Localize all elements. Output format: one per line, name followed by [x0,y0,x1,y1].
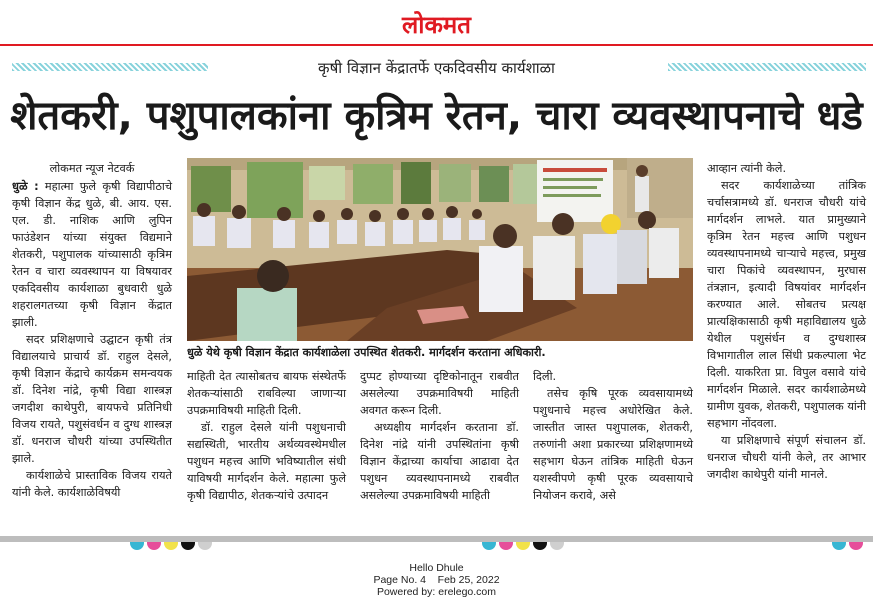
article-column-2 [187,368,346,504]
paragraph: आव्हान त्यांनी केले. [707,162,787,175]
footer-powered-by[interactable]: Powered by: erelego.com [376,586,497,598]
dateline: धुळे : [12,180,39,193]
paragraph: सदर प्रशिक्षणाचे उद्घाटन कृषी तंत्र विद्यालयाचे प्राचार्य डॉ. राहुल देसले, कृषी विज्ञान केंद्राचे कार्यक्रम समन्वयक डॉ. दिनेश नांद्रे, कृषी विद्या शास्त्रज्ञ जगदीश काथेपुरी, बायफचे प्रतिनिधी विजय रायते, पशुसंवर्धन व दुग्ध शास्त्रज्ञ डॉ. धनराज चौधरी यांच्या उपस्थितीत झाले. [12,333,172,465]
article-column-1 [12,160,172,501]
kicker-stripe-right [668,63,866,71]
footer-edition: Hello Dhule [409,562,464,574]
masthead [0,0,873,46]
article-column-4 [533,368,693,504]
color-registration-dots-left [130,542,212,550]
color-registration-dots-center [482,542,564,550]
paragraph: डॉ. राहुल देसले यांनी पशुधनाची सद्यस्थिती, भारतीय अर्थव्यवस्थेमधील पशुधन महत्त्व आणि भविष्यातील संधी याविषयी मार्गदर्शन केले. महात्मा फुले कृषी विद्यापीठ, शेतकऱ्यांचे उत्पादन [187,421,346,502]
article-photo [187,158,693,341]
paragraph: माहिती देत त्यासोबतच बायफ संस्थेतर्फे शेतकऱ्यांसाठी राबविल्या जाणाऱ्या उपक्रमाविषयी माहिती दिली. [187,370,346,417]
paragraph: तसेच कृषि पूरक व्यवसायामध्ये पशुधनाचे महत्त्व अधोरेखित केले. जास्तीत जास्त पशुपालक, शेतकरी, तरुणांनी अशा प्रकारच्या प्रशिक्षणामध्ये सहभाग घेऊन तांत्रिक माहिती घेऊन यशस्वीपणे कृषी पूरक व्यवसायाचे नियोजन करावे, असे [533,387,693,502]
byline: लोकमत न्यूज नेटवर्क [49,162,135,175]
paragraph: दुप्पट होण्याच्या दृष्टिकोनातून राबवीत असलेल्या उपक्रमाविषयी माहिती अवगत करून दिली. [360,370,519,417]
paragraph: कार्यशाळेचे प्रास्ताविक विजय रायते यांनी केले. कार्यशाळेविषयी [12,469,172,499]
paragraph: दिली. [533,370,557,383]
paragraph: अध्यक्षीय मार्गदर्शन करताना डॉ. दिनेश नांद्रे यांनी उपस्थितांना कृषी विज्ञान केंद्राच्या कार्याचा आढावा देत पशुधन व्यवस्थापनामध्ये राबवीत असलेल्या उपक्रमाविषयी माहिती [360,421,519,502]
meeting-photo-illustration [187,158,693,341]
lokmat-logo: लोकमत [402,11,471,39]
paragraph: सदर कार्यशाळेच्या तांत्रिक चर्चासत्रामध्ये डॉ. धनराज चौधरी यांचे मार्गदर्शन लाभले. यात प्रामुख्याने कृत्रिम रेतन महत्त्व आणि पशुधन व्यवस्थापनामध्ये चाऱ्याचे महत्त्व, प्रमुख चारा पिकांचे व्यवस्थापन, मुरघास तंत्रज्ञान, इत्यादी विषयांवर मार्गदर्शन करण्यात आले. सोबतच प्रत्यक्ष प्रात्यक्षिकासाठी कृषी महाविद्यालय धुळे येथील पशुसंर्धन व दुग्धशास्त्र विभागातील लाल सिंधी प्रकल्पाला भेट दिली. याकरिता प्रा. विपुल वसावे यांचे मार्गदर्शन मिळाले. सदर कार्यशाळेमध्ये ग्रामीण युवक, शेतकरी, पशुपालक यांनी सहभाग नोंदवला. [707,179,866,430]
paragraph: या प्रशिक्षणाचे संपूर्ण संचालन डॉ. धनराज चौधरी यांनी केले, तर आभार जगदीश काथेपुरी यांनी मानले. [707,434,866,481]
footer-page-date: Page No. 4 Feb 25, 2022 [373,574,500,586]
article-column-5 [707,160,866,483]
article-column-3 [360,368,519,504]
kicker: कृषी विज्ञान केंद्रातर्फे एकदिवसीय कार्यशाळा [318,59,555,77]
masthead-rule [0,44,873,46]
paragraph: धुळे : महात्मा फुले कृषी विद्यापीठाचे कृषी विज्ञान केंद्र धुळे, बी. आय. एस. एल. डी. नाशिक आणि लुपिन फाउंडेशन यांच्या संयुक्त विद्यमाने शेतकरी, पशुपालक यांच्यासाठी कृत्रिम रेतन व चारा व्यवस्थापन या विषयावर एकदिवसीय कार्यशाळा बुधवारी धुळे शहरालगतच्या कृषी विज्ञान केंद्रात झाली. [12,180,172,329]
page-footer [0,562,873,598]
photo-caption: धुळे येथे कृषी विज्ञान केंद्रात कार्यशाळेला उपस्थित शेतकरी. मार्गदर्शन करताना अधिकारी. [187,346,546,359]
headline: शेतकरी, पशुपालकांना कृत्रिम रेतन, चारा व्यवस्थापनाचे धडे [10,93,863,139]
color-registration-dots-right [832,542,863,550]
